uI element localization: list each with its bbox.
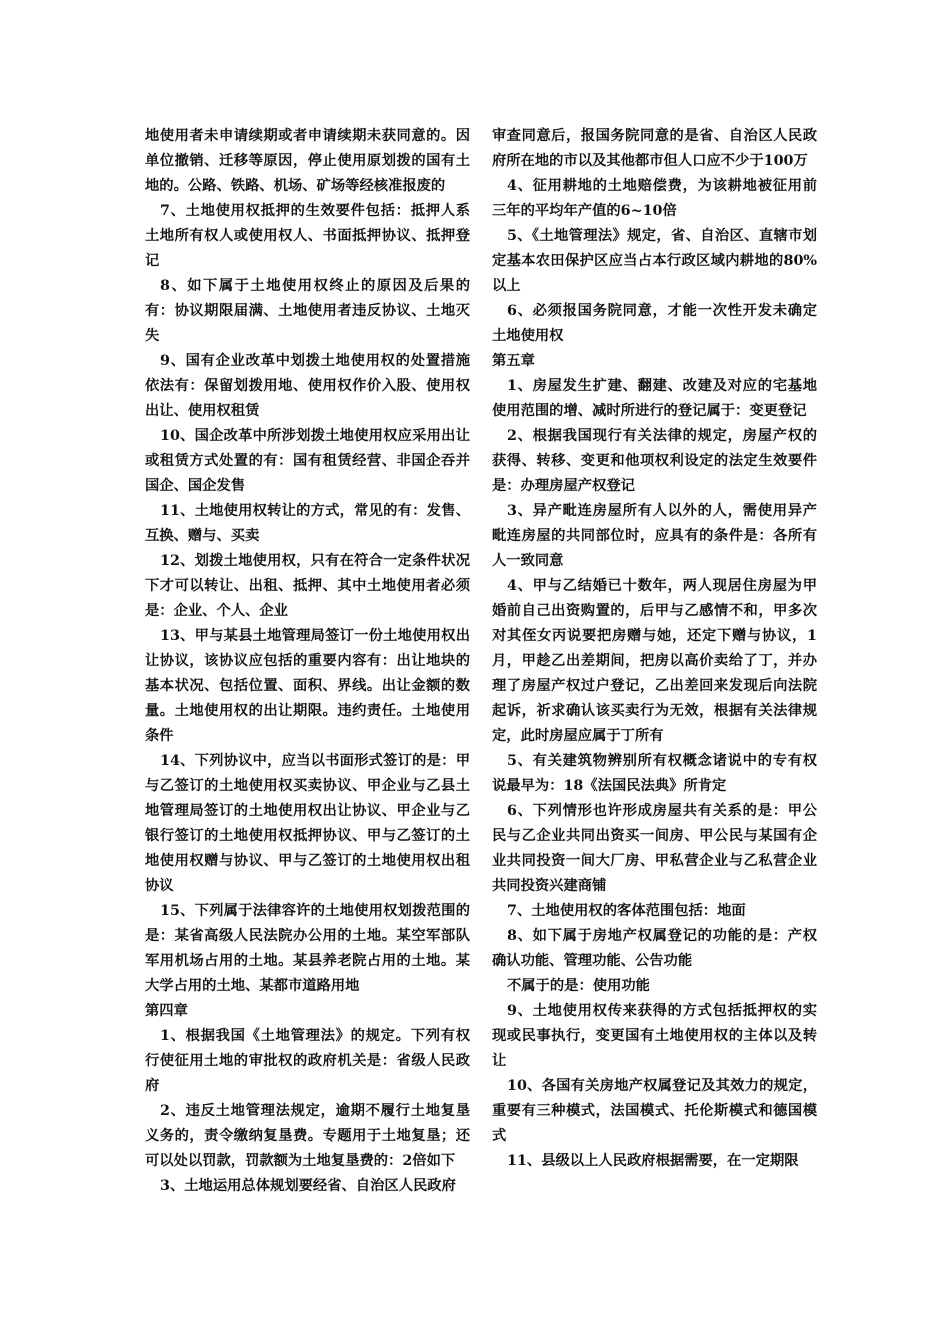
left-paragraph: 9、国有企业改革中划拨土地使用权的处置措施依法有：保留划拨用地、使用权作价入股、使用权出让、使用权租赁 bbox=[145, 353, 470, 419]
right-paragraph: 6、必须报国务院同意，才能一次性开发未确定土地使用权 bbox=[492, 303, 817, 344]
left-paragraph: 2、违反土地管理法规定，逾期不履行土地复垦义务的，责令缴纳复垦费。专题用于土地复垦；还可以处以罚款，罚款额为土地复垦费的：2倍如下 bbox=[145, 1103, 470, 1169]
chapter-heading: 第五章 bbox=[492, 353, 535, 369]
left-paragraph: 地使用者未申请续期或者申请续期未获同意的。因单位撤销、迁移等原因，停止使用原划拨的国有土地的。公路、铁路、机场、矿场等经核准报废的 bbox=[145, 128, 470, 194]
right-paragraph: 8、如下属于房地产权属登记的功能的是：产权确认功能、管理功能、公告功能 bbox=[492, 928, 817, 969]
left-paragraph: 8、如下属于土地使用权终止的原因及后果的有：协议期限届满、土地使用者违反协议、土地灭失 bbox=[145, 278, 470, 344]
left-column bbox=[145, 124, 470, 1199]
right-paragraph: 3、异产毗连房屋所有人以外的人，需使用异产毗连房屋的共同部位时，应具有的条件是：各所有人一致同意 bbox=[492, 503, 817, 569]
right-paragraph: 1、房屋发生扩建、翻建、改建及对应的宅基地使用范围的增、减时所进行的登记属于：变更登记 bbox=[492, 378, 817, 419]
right-paragraph: 9、土地使用权传来获得的方式包括抵押权的实现或民事执行，变更国有土地使用权的主体以及转让 bbox=[492, 1003, 817, 1069]
right-paragraph: 不属于的是：使用功能 bbox=[507, 978, 650, 994]
right-paragraph: 5、有关建筑物辨别所有权概念诸说中的专有权说最早为：18《法国民法典》所肯定 bbox=[492, 753, 817, 794]
right-paragraph: 审查同意后，报国务院同意的是省、自治区人民政府所在地的市以及其他都市但人口应不少于100万 bbox=[492, 128, 817, 169]
left-paragraph: 13、甲与某县土地管理局签订一份土地使用权出让协议，该协议应包括的重要内容有：出让地块的基本状况、包括位置、面积、界线。出让金额的数量。土地使用权的出让期限。违约责任。土地使用条件 bbox=[145, 628, 470, 744]
left-paragraph: 3、土地运用总体规划要经省、自治区人民政府 bbox=[160, 1178, 456, 1194]
right-paragraph: 10、各国有关房地产权属登记及其效力的规定，重要有三种模式，法国模式、托伦斯模式和德国模式 bbox=[492, 1078, 817, 1144]
right-paragraph: 7、土地使用权的客体范围包括：地面 bbox=[507, 903, 746, 919]
right-column bbox=[492, 124, 817, 1174]
left-paragraph: 10、国企改革中所涉划拨土地使用权应采用出让或租赁方式处置的有：国有租赁经营、非国企吞并国企、国企发售 bbox=[145, 428, 470, 494]
left-paragraph: 1、根据我国《土地管理法》的规定。下列有权行使征用土地的审批权的政府机关是：省级人民政府 bbox=[145, 1028, 470, 1094]
left-paragraph: 11、土地使用权转让的方式，常见的有：发售、互换、赠与、买卖 bbox=[145, 503, 470, 544]
right-paragraph: 6、下列情形也许形成房屋共有关系的是：甲公民与乙企业共同出资买一间房、甲公民与某国有企业共同投资一间大厂房、甲私营企业与乙私营企业共同投资兴建商铺 bbox=[492, 803, 817, 894]
left-paragraph: 7、土地使用权抵押的生效要件包括：抵押人系土地所有权人或使用权人、书面抵押协议、抵押登记 bbox=[145, 203, 470, 269]
right-paragraph: 5、《土地管理法》规定，省、自治区、直辖市划定基本农田保护区应当占本行政区域内耕地的80%以上 bbox=[492, 228, 817, 294]
right-paragraph: 4、甲与乙结婚已十数年，两人现居住房屋为甲婚前自己出资购置的，后甲与乙感情不和，甲多次对其侄女丙说要把房赠与她，还定下赠与协议，1月，甲趁乙出差期间，把房以高价卖给了丁，并办理了房屋产权过户登记，乙出差回来发现后向法院起诉，祈求确认该买卖行为无效，根据有关法律规定，此时房屋应属于丁所有 bbox=[492, 578, 817, 744]
chapter-heading: 第四章 bbox=[145, 1003, 188, 1019]
left-paragraph: 15、下列属于法律容许的土地使用权划拨范围的是：某省高级人民法院办公用的土地。某空军部队军用机场占用的土地。某县养老院占用的土地。某大学占用的土地、某都市道路用地 bbox=[145, 903, 470, 994]
right-paragraph: 2、根据我国现行有关法律的规定，房屋产权的获得、转移、变更和他项权利设定的法定生效要件是：办理房屋产权登记 bbox=[492, 428, 817, 494]
left-paragraph: 14、下列协议中，应当以书面形式签订的是：甲与乙签订的土地使用权买卖协议、甲企业与乙县土地管理局签订的土地使用权出让协议、甲企业与乙银行签订的土地使用权抵押协议、甲与乙签订的土地使用权赠与协议、甲与乙签订的土地使用权出租协议 bbox=[145, 753, 470, 894]
right-paragraph: 4、征用耕地的土地赔偿费，为该耕地被征用前三年的平均年产值的6~10倍 bbox=[492, 178, 817, 219]
left-paragraph: 12、划拨土地使用权，只有在符合一定条件状况下才可以转让、出租、抵押、其中土地使用者必须是：企业、个人、企业 bbox=[145, 553, 470, 619]
right-paragraph: 11、县级以上人民政府根据需要，在一定期限 bbox=[507, 1153, 799, 1169]
